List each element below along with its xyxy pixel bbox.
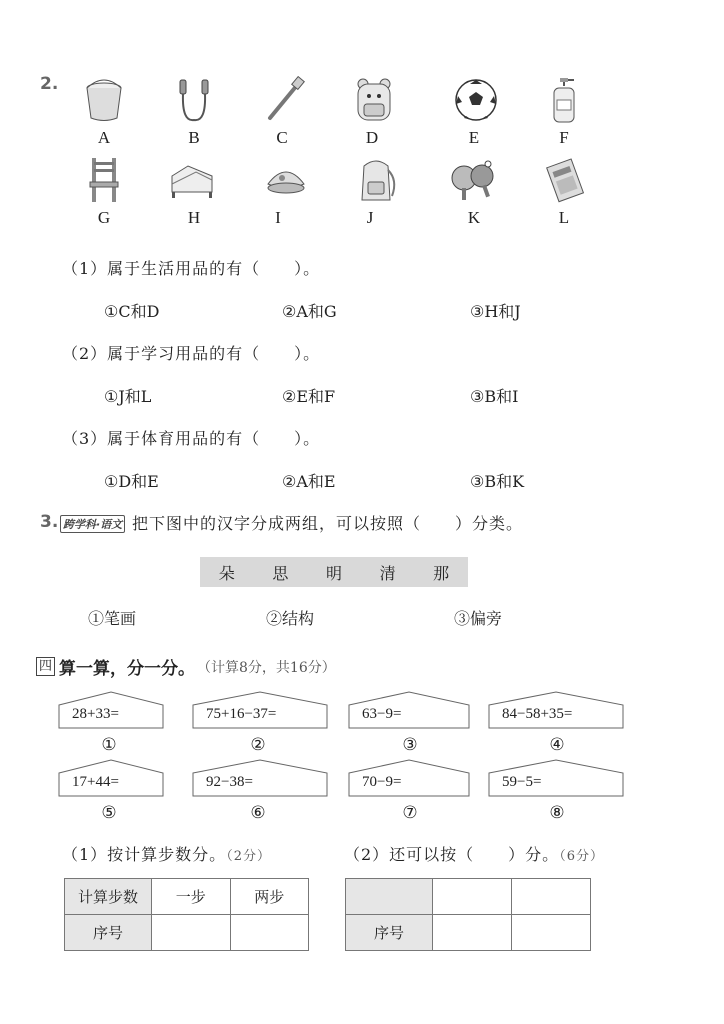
jump-rope-icon — [172, 76, 220, 128]
q3-option-1[interactable]: ①笔画 — [88, 609, 137, 628]
house-card — [58, 690, 164, 730]
question-3-text: 把下图中的汉字分成两组，可以按照（ ）分类。 — [132, 514, 524, 533]
house-card — [348, 758, 470, 798]
table-header-two-step: 两步 — [230, 879, 309, 915]
house-label: ⑧ — [549, 803, 565, 823]
option-3-2[interactable]: ②A和E — [282, 472, 336, 491]
house-label: ④ — [549, 735, 565, 755]
letter-h: H — [187, 208, 201, 227]
character-bar — [200, 557, 468, 587]
table-header-steps: 计算步数 — [65, 879, 152, 915]
letter-g: G — [97, 208, 111, 227]
subquestion-2: （2）属于学习用品的有（ ）。 — [62, 344, 321, 363]
ping-pong-paddles-icon — [448, 156, 496, 208]
house-expression: 63−9= — [362, 706, 402, 722]
option-2-2[interactable]: ②E和F — [282, 387, 336, 406]
char-3: 明 — [325, 563, 342, 583]
cross-subject-badge: 跨学科·语文 — [60, 513, 125, 533]
answer-cell[interactable] — [433, 879, 512, 915]
subquestion-other-text: （2）还可以按（ ）分。 — [344, 845, 560, 864]
book-icon — [542, 156, 590, 208]
subquestion-other-points: （6分） — [559, 849, 604, 864]
answer-cell[interactable] — [433, 915, 512, 951]
letter-b: B — [188, 128, 200, 147]
question-number: 3. — [40, 512, 59, 532]
letter-c: C — [276, 128, 288, 147]
house-card — [348, 690, 470, 730]
chair-icon — [80, 156, 128, 208]
subquestion-1: （1）属于生活用品的有（ ）。 — [62, 259, 321, 278]
option-3-3[interactable]: ③B和K — [470, 472, 525, 491]
char-1: 朵 — [218, 563, 235, 583]
char-4: 清 — [379, 563, 396, 583]
letter-d: D — [365, 128, 379, 147]
table-row-label: 序号 — [346, 915, 433, 951]
house-expression: 84−58+35= — [502, 706, 573, 722]
option-1-3[interactable]: ③H和J — [470, 302, 521, 321]
house-card — [192, 690, 328, 730]
subquestion-steps-text: （1）按计算步数分。 — [62, 845, 227, 864]
house-label: ② — [250, 735, 266, 755]
letter-e: E — [468, 128, 480, 147]
char-2: 思 — [272, 563, 289, 583]
cap-icon — [262, 156, 310, 208]
house-card — [488, 758, 624, 798]
house-label: ③ — [402, 735, 418, 755]
house-expression: 17+44= — [72, 774, 119, 790]
option-2-3[interactable]: ③B和I — [470, 387, 519, 406]
letter-f: F — [559, 128, 569, 147]
letter-a: A — [97, 128, 111, 147]
option-1-2[interactable]: ②A和G — [282, 302, 337, 321]
subquestion-steps — [62, 842, 271, 865]
subquestion-other — [344, 842, 604, 865]
house-expression: 70−9= — [362, 774, 402, 790]
house-expression: 92−38= — [206, 774, 253, 790]
soccer-ball-icon — [452, 76, 500, 128]
answer-cell[interactable] — [512, 915, 591, 951]
house-card — [58, 758, 164, 798]
subquestion-3: （3）属于体育用品的有（ ）。 — [62, 429, 321, 448]
other-table — [345, 878, 591, 951]
char-5: 那 — [433, 563, 450, 583]
bucket-icon — [80, 76, 128, 128]
house-expression: 75+16−37= — [206, 706, 277, 722]
question-number: 2. — [40, 74, 59, 94]
house-expression: 28+33= — [72, 706, 119, 722]
house-label: ⑦ — [402, 803, 418, 823]
option-3-1[interactable]: ①D和E — [104, 472, 159, 491]
school-bag-icon — [352, 156, 400, 208]
q3-option-3[interactable]: ③偏旁 — [454, 609, 503, 628]
house-label: ⑥ — [250, 803, 266, 823]
section-points: （计算8分，共16分） — [197, 659, 336, 676]
letter-j: J — [366, 208, 374, 227]
bed-icon — [168, 156, 216, 208]
house-label: ① — [101, 735, 117, 755]
answer-cell[interactable] — [512, 879, 591, 915]
house-label: ⑤ — [101, 803, 117, 823]
section-title: 算一算，分一分。 — [59, 659, 195, 679]
section-number: 四 — [36, 657, 55, 676]
house-expression: 59−5= — [502, 774, 542, 790]
table-row-label: 序号 — [65, 915, 152, 951]
steps-table — [64, 878, 309, 951]
teddy-backpack-icon — [350, 76, 398, 128]
letter-i: I — [275, 208, 281, 227]
house-card — [192, 758, 328, 798]
section-header — [36, 654, 336, 679]
option-1-1[interactable]: ①C和D — [104, 302, 160, 321]
answer-cell[interactable] — [230, 915, 309, 951]
q3-option-2[interactable]: ②结构 — [266, 609, 315, 628]
letter-l: L — [558, 208, 570, 227]
toothbrush-icon — [262, 76, 310, 128]
letter-k: K — [467, 208, 481, 227]
subquestion-steps-points: （2分） — [226, 849, 271, 864]
answer-cell[interactable] — [346, 879, 433, 915]
soap-bottle-icon — [540, 76, 588, 128]
answer-cell[interactable] — [152, 915, 231, 951]
option-2-1[interactable]: ①J和L — [104, 387, 152, 406]
table-header-one-step: 一步 — [152, 879, 231, 915]
house-card — [488, 690, 624, 730]
